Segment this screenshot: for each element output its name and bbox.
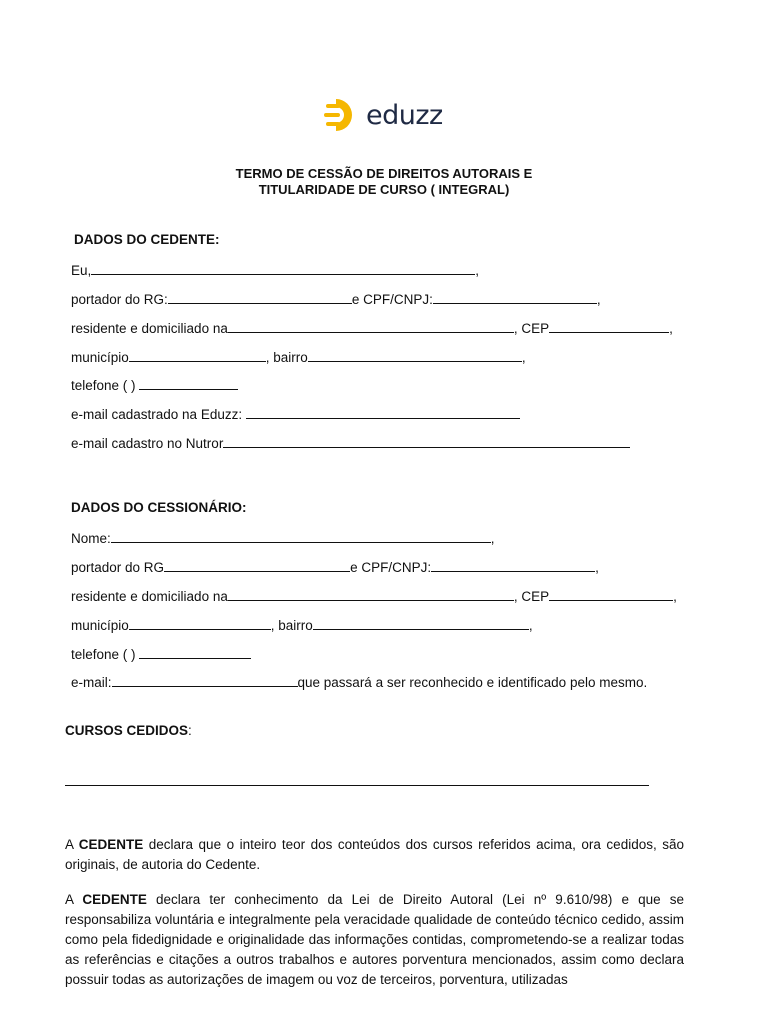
email-eduzz-label: e-mail cadastrado na Eduzz:	[71, 407, 243, 422]
phone-field[interactable]	[139, 646, 251, 659]
address-field[interactable]	[228, 588, 514, 601]
cessionario-phone-row	[71, 646, 251, 663]
district-field[interactable]	[313, 617, 529, 630]
logo-text: eduzz	[366, 99, 443, 131]
paragraph-originality	[65, 835, 684, 875]
comma: ,	[595, 560, 599, 575]
cessionario-address-row	[71, 588, 677, 605]
city-field[interactable]	[129, 617, 271, 630]
cessionario-heading: DADOS DO CESSIONÁRIO:	[71, 500, 247, 515]
article: A	[65, 892, 74, 907]
cedente-city-row	[71, 349, 526, 366]
document-title	[0, 166, 768, 198]
cedente-phone-row	[71, 377, 238, 394]
colon: :	[188, 723, 192, 738]
cedente-eu-row	[71, 262, 479, 279]
cpf-label: e CPF/CNPJ:	[350, 560, 432, 575]
rg-field[interactable]	[164, 559, 350, 572]
email-tail-text: que passará a ser reconhecido e identificado pelo mesmo.	[297, 675, 648, 690]
email-nutror-field[interactable]	[223, 435, 630, 448]
phone-label: telefone ( )	[71, 378, 136, 393]
cedente-address-row	[71, 320, 673, 337]
email-field[interactable]	[112, 674, 298, 687]
district-label: , bairro	[270, 618, 313, 633]
address-label: residente e domiciliado na	[71, 589, 228, 604]
paragraph-copyright	[65, 890, 684, 990]
cpf-field[interactable]	[431, 559, 595, 572]
phone-label: telefone ( )	[71, 647, 136, 662]
cep-label: , CEP	[513, 321, 550, 336]
email-nutror-label: e-mail cadastro no Nutror	[71, 436, 224, 451]
email-eduzz-field[interactable]	[246, 406, 520, 419]
comma: ,	[521, 350, 526, 365]
cedente-email-eduzz-row	[71, 406, 520, 423]
rg-field[interactable]	[168, 291, 352, 304]
eu-label: Eu,	[71, 263, 92, 278]
district-field[interactable]	[308, 349, 522, 362]
cep-field[interactable]	[549, 588, 673, 601]
district-label: , bairro	[265, 350, 308, 365]
cessionario-email-row	[71, 674, 647, 691]
title-line-2: TITULARIDADE DE CURSO ( INTEGRAL)	[258, 182, 510, 197]
cpf-field[interactable]	[433, 291, 597, 304]
name-field[interactable]	[91, 262, 475, 275]
comma: ,	[528, 618, 533, 633]
cessionario-rg-row	[71, 559, 599, 576]
name-field[interactable]	[111, 530, 491, 543]
cessionario-name-row	[71, 530, 495, 547]
cedente-email-nutror-row	[71, 435, 630, 452]
paragraph-text: declara ter conhecimento da Lei de Direito Autoral (Lei nº 9.610/98) e que se responsabiliza voluntária e integralmente pela veracidade qualidade de conteúdo técnico cedido, assim como pela fidedignidade e originalidade das informações contidas, comprometendo-se a realizar todas as referências e citações a outros trabalhos e autores porventura mencionados, assim como declara possuir todas as autorizações de imagem ou voz de terceiros, porventura, utilizadas	[65, 892, 684, 987]
cursos-heading-text: CURSOS CEDIDOS	[65, 723, 189, 738]
cpf-label: e CPF/CNPJ:	[351, 292, 433, 307]
comma: ,	[596, 292, 601, 307]
name-label: Nome:	[71, 531, 111, 546]
city-field[interactable]	[129, 349, 266, 362]
cep-field[interactable]	[549, 320, 669, 333]
comma: ,	[490, 531, 495, 546]
rg-label: portador do RG:	[71, 292, 168, 307]
eduzz-logo	[322, 95, 443, 135]
city-label: município	[71, 350, 129, 365]
rg-label: portador do RG	[71, 560, 165, 575]
cedente-bold: CEDENTE	[78, 837, 144, 852]
comma: ,	[475, 263, 480, 278]
eduzz-logo-icon	[322, 95, 360, 135]
paragraph-text: declara que o inteiro teor dos conteúdos dos cursos referidos acima, ora cedidos, são originais, de autoria do Cedente.	[65, 837, 684, 872]
cep-label: , CEP	[513, 589, 550, 604]
comma: ,	[673, 589, 677, 604]
address-label: residente e domiciliado na	[71, 321, 228, 336]
article: A	[65, 837, 74, 852]
cessionario-city-row	[71, 617, 533, 634]
comma: ,	[669, 321, 673, 336]
cedente-heading: DADOS DO CEDENTE:	[74, 232, 220, 247]
city-label: município	[71, 618, 129, 633]
phone-field[interactable]	[139, 377, 238, 390]
cedente-bold: CEDENTE	[82, 892, 147, 907]
courses-field[interactable]	[65, 785, 649, 786]
title-line-1: TERMO DE CESSÃO DE DIREITOS AUTORAIS E	[235, 166, 533, 181]
cursos-heading	[65, 723, 192, 738]
email-label: e-mail:	[71, 675, 112, 690]
cedente-rg-row	[71, 291, 601, 308]
address-field[interactable]	[228, 320, 514, 333]
